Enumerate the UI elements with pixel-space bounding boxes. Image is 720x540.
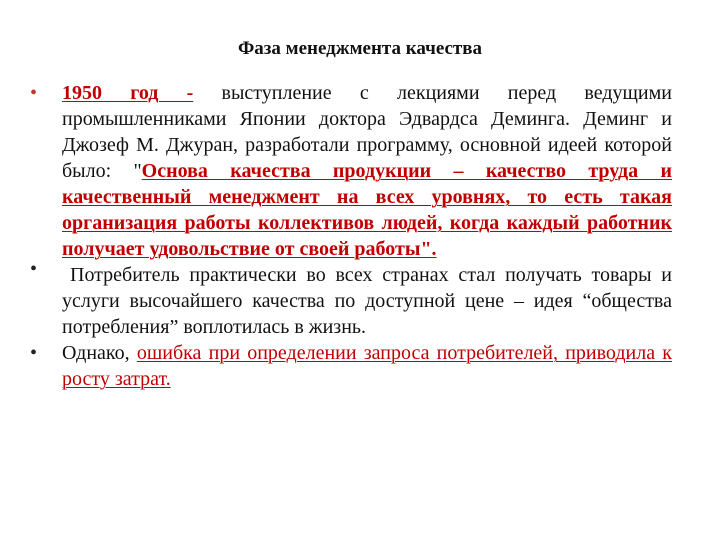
year-highlight: 1950 год - xyxy=(62,82,194,104)
bullet-text: Однако, xyxy=(62,342,137,364)
bullet-marker: • xyxy=(30,258,38,280)
quote-highlight: Основа качества продукции – качество труда и качественный менеджмент на всех уровнях, то есть такая организация работы коллективов людей, когда каждый работник получает удовольствие от своей работы". xyxy=(62,160,672,260)
bullet-text: выступление с лекциями перед ведущими промышленниками Японии доктора Эдвардса Деминга. Деминг и Джозеф М. Джуран, разработали программу, основной идеей которой было: " xyxy=(62,82,672,182)
bullet-item xyxy=(30,80,672,262)
bullet-text: Потребитель практически во всех странах стал получать xyxy=(70,264,582,286)
bullet-marker: • xyxy=(30,342,38,364)
bullet-item xyxy=(30,340,672,392)
bullet-text-continued: товары и услуги высочайшего качества по доступной цене – идея “общества потребления” воплотилась в жизнь. xyxy=(62,264,672,338)
bullet-list xyxy=(30,80,672,392)
quote-highlight: ошибка при определении запроса потребителей, приводила к росту затрат. xyxy=(62,342,672,390)
slide-title: Фаза менеджмента качества xyxy=(237,38,483,59)
bullet-item xyxy=(30,258,672,340)
bullet-marker: • xyxy=(30,82,38,104)
